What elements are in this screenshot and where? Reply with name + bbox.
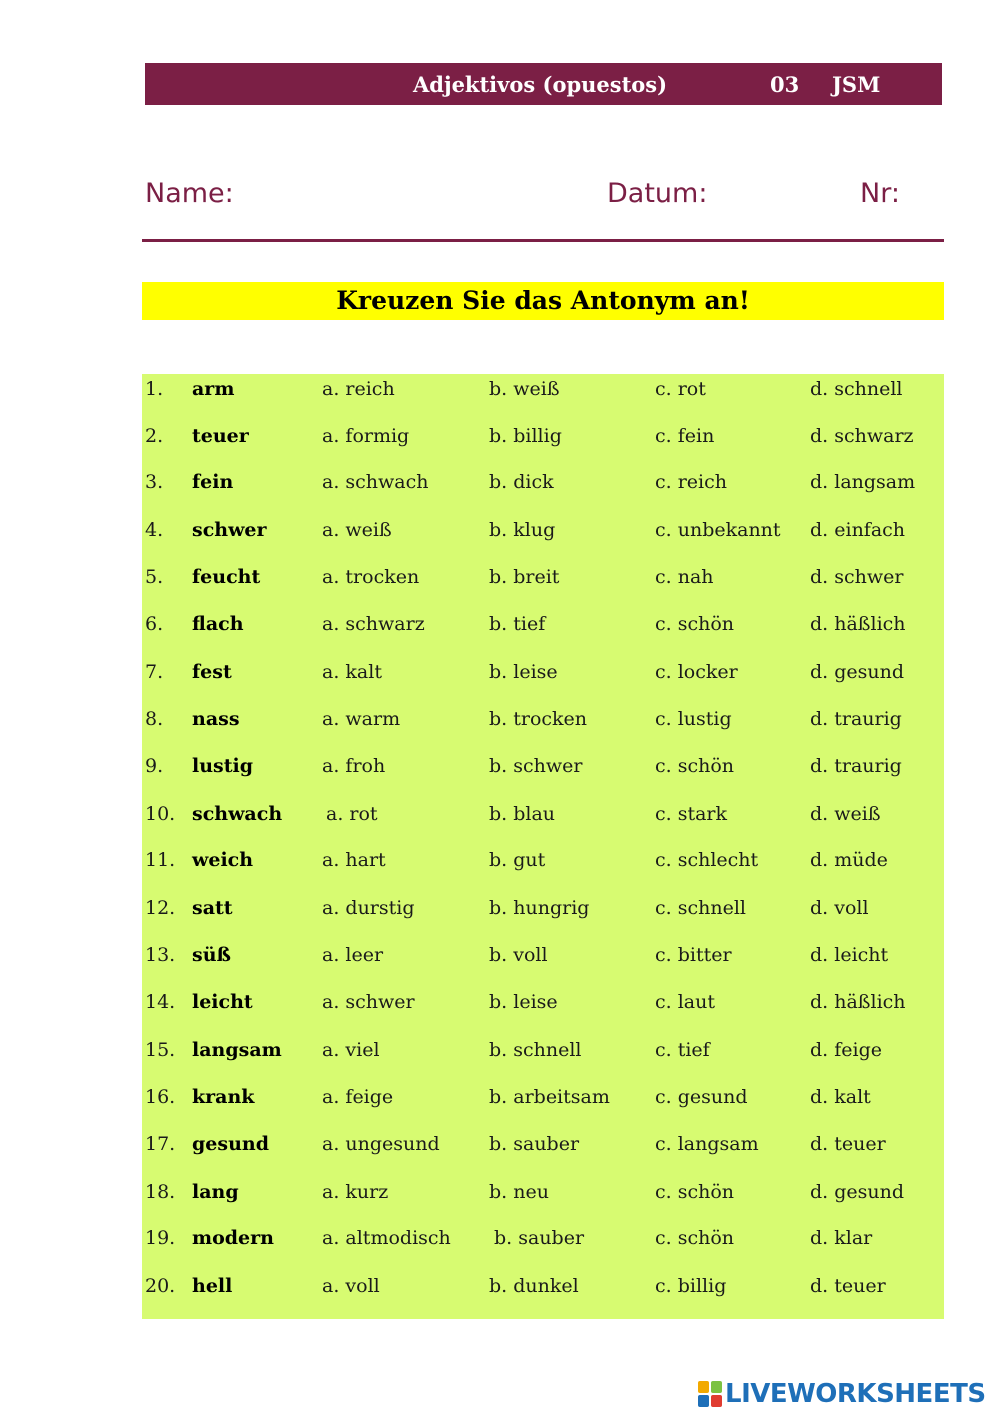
option-b[interactable]: b. weiß <box>489 378 560 400</box>
option-d[interactable]: d. langsam <box>810 471 916 493</box>
option-d[interactable]: d. schnell <box>810 378 903 400</box>
question-row <box>142 377 944 417</box>
option-a[interactable]: a. feige <box>322 1086 394 1108</box>
option-a[interactable]: a. altmodisch <box>322 1227 451 1249</box>
question-word: nass <box>192 708 240 730</box>
option-d[interactable]: d. teuer <box>810 1275 886 1297</box>
question-word: fein <box>192 471 234 493</box>
option-a[interactable]: a. weiß <box>322 519 392 541</box>
option-c[interactable]: c. reich <box>655 471 728 493</box>
option-d[interactable]: d. traurig <box>810 708 902 730</box>
option-b[interactable]: b. leise <box>489 661 558 683</box>
option-a[interactable]: a. trocken <box>322 566 420 588</box>
question-row <box>142 1132 944 1172</box>
option-d[interactable]: d. einfach <box>810 519 906 541</box>
question-word: satt <box>192 897 233 919</box>
question-row <box>142 1038 944 1078</box>
question-number: 15. <box>145 1039 176 1061</box>
worksheet-title: Adjektivos (opuestos) <box>413 72 668 97</box>
question-number: 2. <box>145 425 164 447</box>
option-c[interactable]: c. unbekannt <box>655 519 781 541</box>
question-row <box>142 1085 944 1125</box>
question-word: teuer <box>192 425 249 447</box>
option-b[interactable]: b. blau <box>489 803 556 825</box>
question-number: 18. <box>145 1181 176 1203</box>
option-b[interactable]: b. voll <box>489 944 548 966</box>
option-c[interactable]: c. gesund <box>655 1086 748 1108</box>
option-b[interactable]: b. tief <box>489 613 546 635</box>
question-word: hell <box>192 1275 233 1297</box>
option-a[interactable]: a. schwach <box>322 471 429 493</box>
question-word: weich <box>192 849 254 871</box>
question-word: leicht <box>192 991 253 1013</box>
option-d[interactable]: d. voll <box>810 897 869 919</box>
option-b[interactable]: b. sauber <box>494 1227 585 1249</box>
option-c[interactable]: c. schlecht <box>655 849 759 871</box>
option-c[interactable]: c. rot <box>655 378 706 400</box>
option-b[interactable]: b. schwer <box>489 755 583 777</box>
option-d[interactable]: d. klar <box>810 1227 873 1249</box>
option-d[interactable]: d. weiß <box>810 803 881 825</box>
option-d[interactable]: d. gesund <box>810 1181 905 1203</box>
option-b[interactable]: b. neu <box>489 1181 549 1203</box>
question-number: 11. <box>145 849 176 871</box>
question-number: 19. <box>145 1227 176 1249</box>
question-number: 20. <box>145 1275 176 1297</box>
question-row <box>142 802 944 842</box>
option-c[interactable]: c. tief <box>655 1039 710 1061</box>
option-c[interactable]: c. lustig <box>655 708 732 730</box>
question-row <box>142 612 944 652</box>
worksheet-number: 03 <box>770 72 800 97</box>
option-c[interactable]: c. schön <box>655 755 735 777</box>
question-word: flach <box>192 613 244 635</box>
option-a[interactable]: a. viel <box>322 1039 380 1061</box>
question-row <box>142 848 944 888</box>
header-bar <box>145 63 942 105</box>
question-word: süß <box>192 944 231 966</box>
question-row <box>142 660 944 700</box>
question-number: 8. <box>145 708 164 730</box>
question-word: schwer <box>192 519 267 541</box>
option-b[interactable]: b. sauber <box>489 1133 580 1155</box>
option-d[interactable]: d. feige <box>810 1039 883 1061</box>
option-a[interactable]: a. schwarz <box>322 613 425 635</box>
question-word: lustig <box>192 755 254 777</box>
question-word: arm <box>192 378 235 400</box>
option-a[interactable]: a. reich <box>322 378 395 400</box>
question-word: schwach <box>192 803 283 825</box>
option-c[interactable]: c. schön <box>655 1227 735 1249</box>
option-b[interactable]: b. trocken <box>489 708 588 730</box>
option-b[interactable]: b. gut <box>489 849 546 871</box>
question-number: 16. <box>145 1086 176 1108</box>
option-b[interactable]: b. klug <box>489 519 556 541</box>
option-b[interactable]: b. schnell <box>489 1039 582 1061</box>
option-d[interactable]: d. müde <box>810 849 888 871</box>
question-row <box>142 990 944 1030</box>
option-a[interactable]: a. voll <box>322 1275 380 1297</box>
option-b[interactable]: b. hungrig <box>489 897 590 919</box>
option-a[interactable]: a. hart <box>322 849 386 871</box>
question-number: 13. <box>145 944 176 966</box>
option-a[interactable]: a. leer <box>322 944 384 966</box>
question-word: lang <box>192 1181 239 1203</box>
question-number: 10. <box>145 803 176 825</box>
option-c[interactable]: c. bitter <box>655 944 732 966</box>
option-c[interactable]: c. schnell <box>655 897 746 919</box>
question-row <box>142 707 944 747</box>
option-a[interactable]: a. durstig <box>322 897 415 919</box>
info-divider <box>142 239 944 242</box>
question-word: langsam <box>192 1039 282 1061</box>
question-number: 3. <box>145 471 164 493</box>
brand-name: LIVEWORKSHEETS <box>725 1379 986 1409</box>
option-b[interactable]: b. dunkel <box>489 1275 579 1297</box>
question-row <box>142 943 944 983</box>
question-number: 12. <box>145 897 176 919</box>
question-word: krank <box>192 1086 255 1108</box>
option-c[interactable]: c. stark <box>655 803 728 825</box>
worksheet-code: JSM <box>832 72 881 97</box>
option-a[interactable]: a. formig <box>322 425 410 447</box>
name-label: Name: <box>145 178 234 209</box>
question-row <box>142 424 944 464</box>
question-word: fest <box>192 661 232 683</box>
option-c[interactable]: c. nah <box>655 566 714 588</box>
question-number: 17. <box>145 1133 176 1155</box>
option-c[interactable]: c. schön <box>655 613 735 635</box>
option-d[interactable]: d. gesund <box>810 661 905 683</box>
option-b[interactable]: b. leise <box>489 991 558 1013</box>
question-number: 1. <box>145 378 164 400</box>
question-row <box>142 518 944 558</box>
question-row <box>142 1226 944 1266</box>
instruction-heading: Kreuzen Sie das Antonym an! <box>142 282 944 320</box>
option-b[interactable]: b. billig <box>489 425 562 447</box>
question-number: 7. <box>145 661 164 683</box>
question-word: gesund <box>192 1133 269 1155</box>
nr-label: Nr: <box>860 178 900 209</box>
option-a[interactable]: a. ungesund <box>322 1133 440 1155</box>
question-row <box>142 565 944 605</box>
option-c[interactable]: c. langsam <box>655 1133 759 1155</box>
liveworksheets-brand <box>698 1378 986 1410</box>
date-label: Datum: <box>607 178 708 209</box>
option-c[interactable]: c. laut <box>655 991 715 1013</box>
option-c[interactable]: c. locker <box>655 661 738 683</box>
option-a[interactable]: a. rot <box>326 803 378 825</box>
option-a[interactable]: a. froh <box>322 755 386 777</box>
option-b[interactable]: b. arbeitsam <box>489 1086 610 1108</box>
option-a[interactable]: a. schwer <box>322 991 415 1013</box>
option-b[interactable]: b. breit <box>489 566 560 588</box>
liveworksheets-logo-icon <box>698 1381 722 1407</box>
option-c[interactable]: c. fein <box>655 425 715 447</box>
question-number: 14. <box>145 991 176 1013</box>
option-d[interactable]: d. häßlich <box>810 613 906 635</box>
question-row <box>142 754 944 794</box>
option-d[interactable]: d. teuer <box>810 1133 886 1155</box>
question-row <box>142 1274 944 1314</box>
option-a[interactable]: a. warm <box>322 708 401 730</box>
question-number: 5. <box>145 566 164 588</box>
question-panel <box>142 374 944 1319</box>
question-word: modern <box>192 1227 274 1249</box>
option-d[interactable]: d. häßlich <box>810 991 906 1013</box>
question-number: 4. <box>145 519 164 541</box>
question-number: 9. <box>145 755 164 777</box>
option-d[interactable]: d. traurig <box>810 755 902 777</box>
question-row <box>142 470 944 510</box>
option-d[interactable]: d. schwarz <box>810 425 914 447</box>
option-d[interactable]: d. schwer <box>810 566 904 588</box>
question-row <box>142 1180 944 1220</box>
option-c[interactable]: c. billig <box>655 1275 727 1297</box>
option-a[interactable]: a. kurz <box>322 1181 389 1203</box>
option-a[interactable]: a. kalt <box>322 661 382 683</box>
option-d[interactable]: d. kalt <box>810 1086 871 1108</box>
option-b[interactable]: b. dick <box>489 471 554 493</box>
question-number: 6. <box>145 613 164 635</box>
question-row <box>142 896 944 936</box>
option-c[interactable]: c. schön <box>655 1181 735 1203</box>
option-d[interactable]: d. leicht <box>810 944 889 966</box>
question-word: feucht <box>192 566 261 588</box>
